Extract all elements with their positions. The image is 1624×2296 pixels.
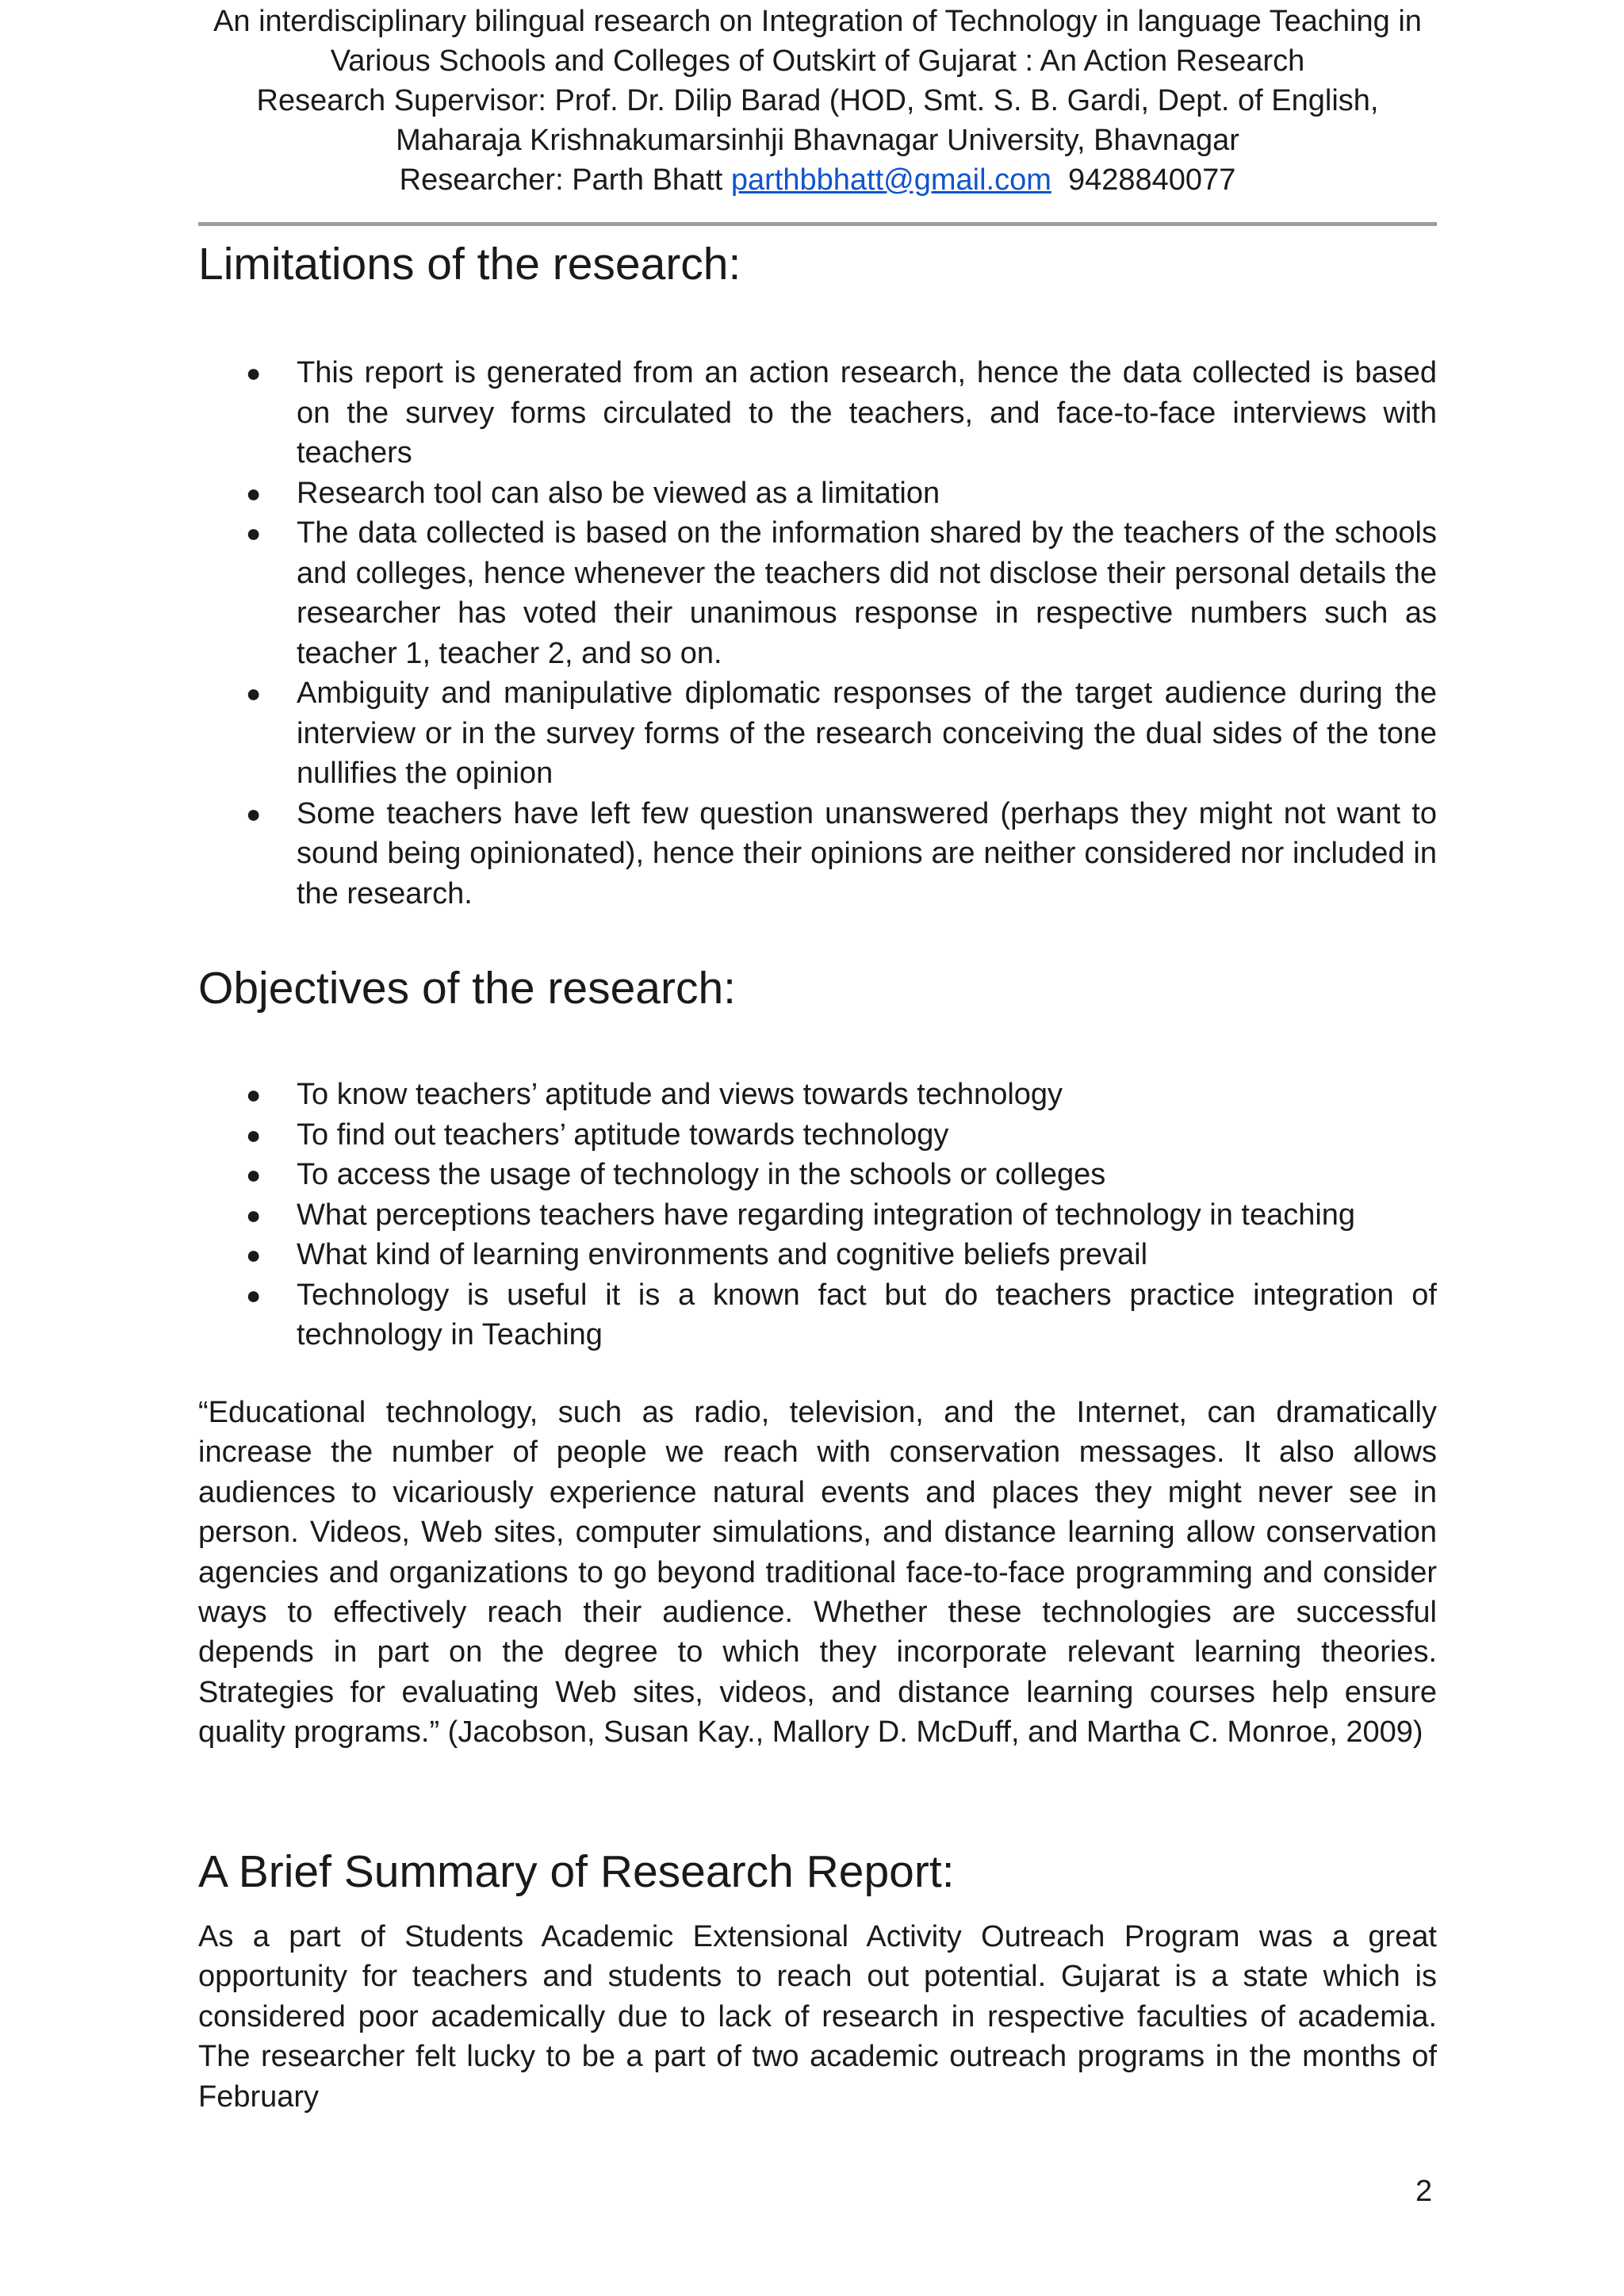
bullet-icon: ● — [246, 1080, 262, 1109]
objectives-list — [198, 1075, 1437, 1355]
list-item — [198, 353, 1437, 473]
header-divider — [198, 222, 1437, 226]
list-item-text: What perceptions teachers have regarding integration of technology in teaching — [297, 1198, 1356, 1232]
summary-paragraph: As a part of Students Academic Extensional Activity Outreach Program was a great opportunity for teachers and students to reach out potential. Gujarat is a state which is considered poor academically due to lack of research in respective faculties of academia. The researcher felt lucky to be a part of two academic outreach programs in the months of February — [198, 1920, 1437, 2114]
list-item-text: To know teachers’ aptitude and views towards technology — [297, 1078, 1063, 1111]
list-item-text: Some teachers have left few question unanswered (perhaps they might not want to sound being opinionated), hence their opinions are neither considered nor included in the research. — [297, 796, 1437, 910]
header-researcher-line — [198, 160, 1437, 200]
bullet-icon: ● — [246, 1160, 262, 1189]
list-item — [198, 1115, 1437, 1156]
bullet-icon: ● — [246, 478, 262, 508]
list-item-text: Research tool can also be viewed as a limitation — [297, 476, 940, 510]
bullet-icon: ● — [246, 358, 262, 387]
list-item-text: Technology is useful it is a known fact but do teachers practice integration of technology in Teaching — [297, 1278, 1437, 1351]
list-item-text: What kind of learning environments and cognitive beliefs prevail — [297, 1238, 1148, 1271]
list-item — [198, 794, 1437, 914]
bullet-icon: ● — [246, 1280, 262, 1309]
summary-heading: A Brief Summary of Research Report: — [198, 1846, 955, 1897]
bullet-icon: ● — [246, 1120, 262, 1149]
list-item — [198, 1155, 1437, 1195]
header-supervisor-line: Research Supervisor: Prof. Dr. Dilip Barad (HOD, Smt. S. B. Gardi, Dept. of English, — [256, 84, 1379, 117]
bullet-icon: ● — [246, 1200, 262, 1229]
objectives-heading: Objectives of the research: — [198, 963, 736, 1014]
header-title-line-2: Various Schools and Colleges of Outskirt of Gujarat : An Action Research — [330, 44, 1305, 78]
list-item-text: Ambiguity and manipulative diplomatic responses of the target audience during the interview or in the survey forms of the research conceiving the dual sides of the tone nullifies the opinion — [297, 677, 1437, 790]
researcher-email-link[interactable]: parthbbhatt@gmail.com — [730, 163, 1051, 197]
researcher-label: Researcher: Parth Bhatt — [399, 163, 731, 197]
list-item — [198, 513, 1437, 673]
limitations-heading: Limitations of the research: — [198, 239, 741, 289]
list-item — [198, 1195, 1437, 1236]
list-item-text: This report is generated from an action research, hence the data collected is based on the survey forms circulated to the teachers, and face-to-face interviews with teachers — [297, 356, 1437, 470]
list-item-text: To find out teachers’ aptitude towards technology — [297, 1117, 949, 1152]
limitations-list — [198, 353, 1437, 914]
list-item-text: The data collected is based on the information shared by the teachers of the schools and colleges, hence whenever the teachers did not disclose their personal details the researcher has voted their unanimous response in respective numbers such as teacher 1, teacher 2, and so on. — [297, 516, 1437, 670]
header-title-line-1: An interdisciplinary bilingual research on Integration of Technology in language Teaching in — [213, 5, 1422, 38]
page-number: 2 — [1415, 2175, 1433, 2208]
bullet-icon: ● — [246, 1240, 262, 1269]
running-header — [198, 2, 1437, 200]
list-item — [198, 473, 1437, 514]
quote-paragraph: “Educational technology, such as radio, television, and the Internet, can dramatically increase the number of people we reach with conservation messages. It also allows audiences to vicariously experience natural events and places they might never see in person. Videos, Web sites, computer simulations, and distance learning allow conservation agencies and organizations to go beyond traditional face-to-face programming and consider ways to effectively reach their audience. Whether these technologies are successful depends in part on the degree to which they incorporate relevant learning theories. Strategies for evaluating Web sites, videos, and distance learning courses help ensure quality programs.” (Jacobson, Susan Kay., Mallory D. McDuff, and Martha C. Monroe, 2009) — [198, 1396, 1437, 1750]
list-item — [198, 1275, 1437, 1355]
list-item — [198, 673, 1437, 794]
bullet-icon: ● — [246, 799, 262, 828]
bullet-icon: ● — [246, 679, 262, 707]
researcher-phone: 9428840077 — [1068, 163, 1236, 197]
header-university-line: Maharaja Krishnakumarsinhji Bhavnagar University, Bhavnagar — [396, 124, 1239, 157]
list-item — [198, 1075, 1437, 1115]
list-item — [198, 1235, 1437, 1275]
bullet-icon: ● — [246, 519, 262, 547]
list-item-text: To access the usage of technology in the schools or colleges — [297, 1158, 1106, 1191]
